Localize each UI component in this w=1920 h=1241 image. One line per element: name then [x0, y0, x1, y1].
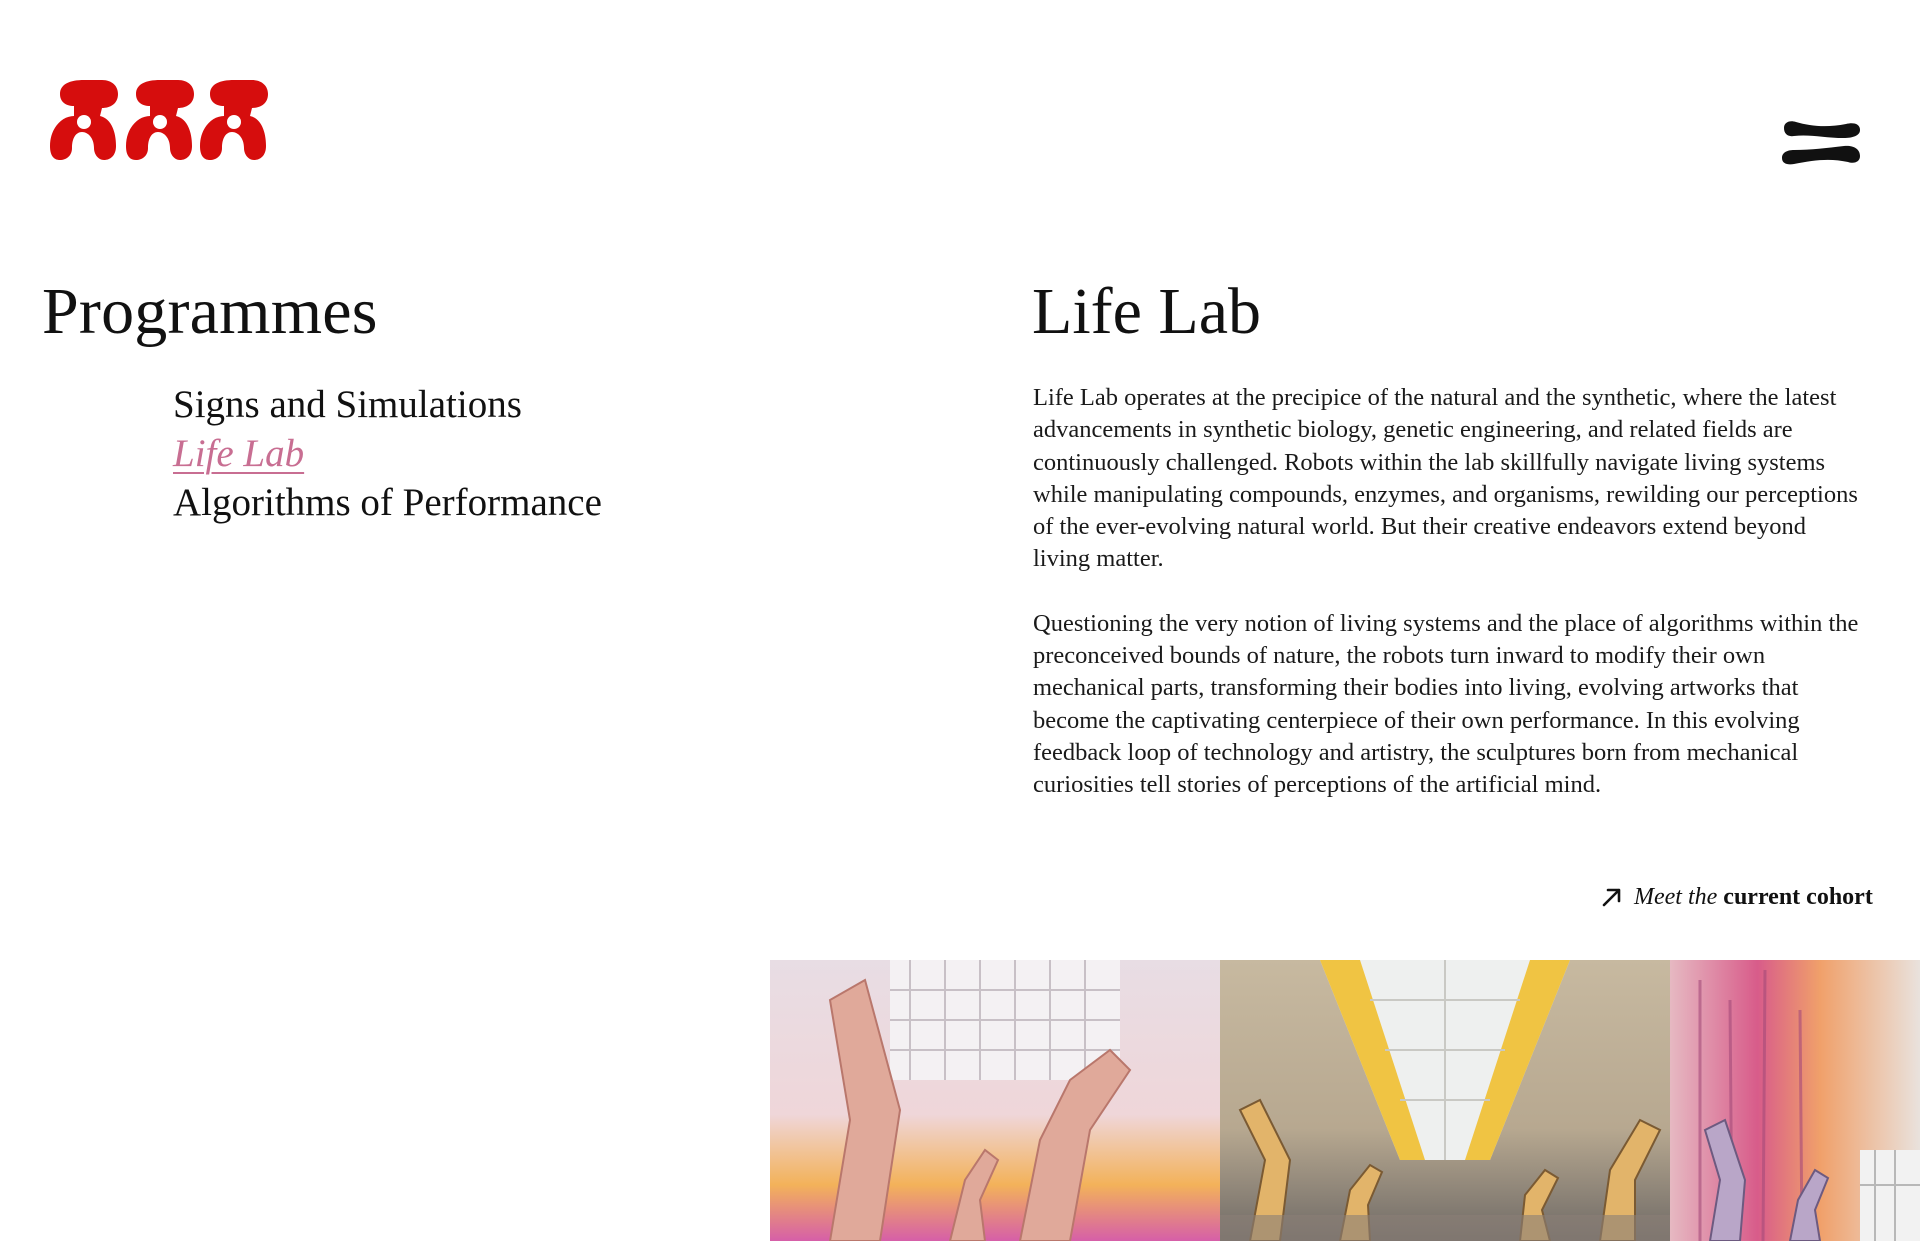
programmes-heading: Programmes [42, 275, 378, 348]
description-paragraph: Life Lab operates at the precipice of the natural and the synthetic, where the latest advancements in synthetic biology, genetic engineering, and related fields are continuously challenged. Robots within the lab skillfully navigate living systems while manipulating compounds, enzymes, and organisms, rewilding our perceptions of the ever-evolving natural world. But their creative endeavors extend beyond living matter. [1033, 384, 1858, 573]
meet-current-cohort-link[interactable] [1600, 878, 1880, 916]
cohort-link-prefix: Meet the [1634, 883, 1718, 910]
cohort-link-label: current cohort [1723, 883, 1873, 910]
programme-title: Life Lab [1032, 275, 1262, 348]
programmes-list [173, 380, 602, 527]
site-logo[interactable] [44, 76, 270, 162]
description-paragraph: Questioning the very notion of living systems and the place of algorithms within the preconceived bounds of nature, the robots turn inward to modify their own mechanical parts, transforming their bodies into living, evolving artworks that become the captivating centerpiece of their own performance. In this evolving feedback loop of technology and artistry, the sculptures born from mechanical curiosities tell stories of perceptions of the artificial mind. [1033, 609, 1859, 799]
programme-description [1033, 382, 1863, 834]
programme-link-algorithms-of-performance[interactable]: Algorithms of Performance [173, 481, 602, 524]
programme-link-life-lab[interactable]: Life Lab [173, 432, 305, 475]
robot-arms-mural-hall-image [1670, 960, 1920, 1241]
robot-arms-yellow-hall-image [1220, 960, 1670, 1241]
programme-link-signs-and-simulations[interactable]: Signs and Simulations [173, 383, 522, 426]
robot-arms-pink-hall-image [770, 960, 1220, 1241]
programme-gallery [770, 960, 1920, 1241]
menu-icon[interactable] [1780, 118, 1862, 168]
arrow-up-right-icon [1600, 885, 1624, 909]
